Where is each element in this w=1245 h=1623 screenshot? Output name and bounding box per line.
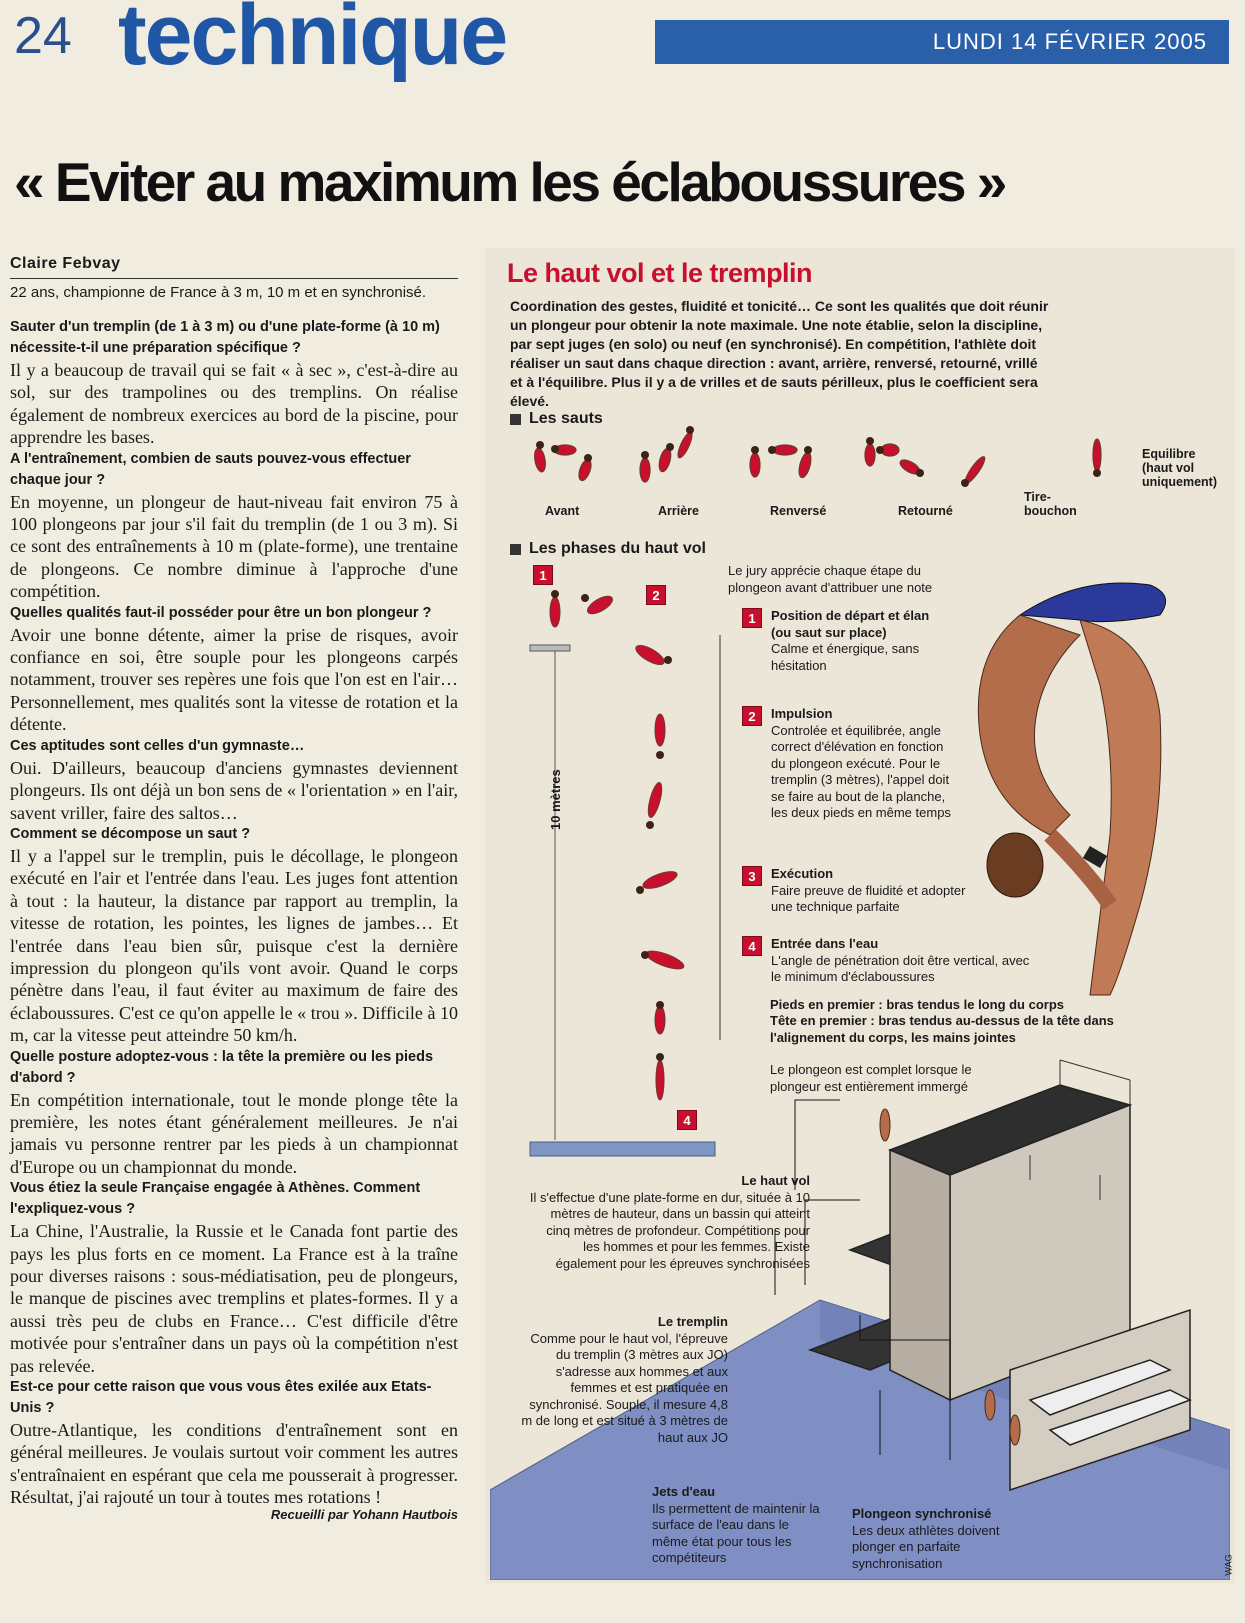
qa-block	[10, 317, 458, 1509]
phase-1	[742, 608, 932, 674]
tremplin-annotation	[520, 1314, 728, 1446]
saut-label-equilibre: Equilibre (haut vol uniquement)	[1142, 447, 1217, 489]
tete-en-premier: Tête en premier : bras tendus au-dessus de la tête dans l'alignement du corps, les mains jointes	[770, 1013, 1114, 1045]
phase-text: L'angle de pénétration doit être vertical, avec le minimum d'éclaboussures	[771, 952, 1030, 984]
phase-number: 2	[742, 706, 762, 726]
square-bullet-icon	[510, 414, 521, 425]
interview-column	[10, 255, 458, 1522]
phases-title: Les phases du haut vol	[529, 540, 706, 557]
question: Sauter d'un tremplin (de 1 à 3 m) ou d'une plate-forme (à 10 m) nécessite-t-il une préparation spécifique ?	[10, 319, 440, 356]
synchro-text: Les deux athlètes doivent plonger en parfaite synchronisation	[852, 1522, 1000, 1571]
tremplin-title: Le tremplin	[657, 1314, 728, 1329]
answer: Il y a beaucoup de travail qui se fait « à sec », c'est-à-dire au sol, sur des trampolines ou des tremplins. On réalise également de nombreux exercices au bord de la piscine, pour apprendre les bases.	[10, 360, 458, 448]
phase-marker-2: 2	[646, 585, 666, 605]
infographic-intro: Coordination des gestes, fluidité et tonicité… Ce sont les qualités que doit réunir un plongeur pour obtenir la note maximale. Une note établie, selon la discipline, par sept juges (en solo) ou neuf (en synchronisé). En compétition, l'athlète doit réaliser un saut dans chaque direction : avant, arrière, renversé, retourné, vrillé et à l'équilibre. Plus il y a de vrilles et de sauts périlleux, plus le coefficient sera élevé.	[510, 298, 1049, 409]
author-name: Claire Febvay	[10, 255, 458, 279]
phase-number: 3	[742, 866, 762, 886]
answer: En moyenne, un plongeur de haut-niveau fait environ 75 à 100 plongeons par jour s'il fait du tremplin (de 1 ou 3 m). Si ce sont des entraînements à 10 m (plate-forme), une trentaine de plongeons. Ce nombre diminue à l'approche d'une compétition.	[10, 491, 458, 602]
haut-vol-title: Le haut vol	[741, 1173, 810, 1188]
question: A l'entraînement, combien de sauts pouvez-vous effectuer chaque jour ?	[10, 450, 411, 488]
diver-illustration	[960, 575, 1210, 1015]
sauts-illustration	[500, 425, 1230, 525]
saut-label-renverse: Renversé	[770, 504, 827, 518]
saut-label-tire-bouchon: Tire-bouchon	[1024, 490, 1077, 518]
phase-title: Impulsion	[771, 706, 833, 721]
question: Vous étiez la seule Française engagée à Athènes. Comment l'expliquez-vous ?	[10, 1180, 421, 1218]
tremplin-text: Comme pour le haut vol, l'épreuve du tremplin (3 mètres aux JO) s'adresse aux hommes et aux femmes et est pratiquée en synchronisé. Souple, il mesure 4,8 m de long et est situé à 3 mètres de haut aux JO	[521, 1330, 728, 1445]
saut-label-arriere: Arrière	[658, 504, 699, 518]
saut-label-retourne: Retourné	[898, 504, 953, 518]
phase-title: Position de départ et élan (ou saut sur place)	[771, 608, 930, 640]
date-bar	[655, 20, 1229, 64]
pieds-en-premier: Pieds en premier : bras tendus le long du corps	[770, 997, 1065, 1012]
phase-text: Calme et énergique, sans hésitation	[771, 641, 920, 673]
saut-label-avant: Avant	[545, 504, 580, 518]
phase-number: 1	[742, 608, 762, 628]
phases-heading	[510, 540, 706, 558]
height-label: 10 mètres	[548, 769, 563, 830]
sauts-title: Les sauts	[529, 410, 603, 427]
headline: « Eviter au maximum les éclaboussures »	[14, 151, 1005, 213]
phase-text: Faire preuve de fluidité et adopter une technique parfaite	[771, 882, 966, 914]
phase-text: Controlée et équilibrée, angle correct d'élévation en fonction du plongeon exécuté. Pour le tremplin (3 mètres), l'appel doit se faire au bout de la planche, les deux pieds en même temps	[771, 722, 951, 820]
haut-vol-text: Il s'effectue d'une plate-forme en dur, située à 10 mètres de hauteur, dans un bassin qui atteint cinq mètres de profondeur. Compétitions pour les hommes et pour les femmes. Existe également pour les épreuves synchronisées	[529, 1189, 810, 1271]
question: Est-ce pour cette raison que vous vous êtes exilée aux Etats-Unis ?	[10, 1379, 432, 1417]
page-number: 24	[14, 7, 72, 65]
question: Ces aptitudes sont celles d'un gymnaste…	[10, 737, 305, 754]
annotation-lines	[740, 1060, 1160, 1540]
author-description: 22 ans, championne de France à 3 m, 10 m et en synchronisé.	[10, 284, 427, 301]
section-title: technique	[118, 0, 507, 83]
phase-marker-4: 4	[677, 1110, 697, 1130]
square-bullet-icon	[510, 544, 521, 555]
answer: Outre-Atlantique, les conditions d'entraînement sont en général meilleures. Je voulais surtout voir comment les autres s'entraînaient en espérant que cela me pousserait à progresser. Résultat, j'ai rajouté un tour à toutes mes rotations !	[10, 1420, 458, 1508]
phase-3	[742, 866, 972, 916]
answer: En compétition internationale, tout le monde plonge tête la première, les notes étant généralement meilleures. Je n'ai jamais vu personne rentrer par les pieds à un championnat d'Europe ou un championnat du monde.	[10, 1089, 458, 1177]
question: Quelles qualités faut-il posséder pour être un bon plongeur ?	[10, 604, 432, 621]
phase-title: Exécution	[771, 866, 834, 881]
phase-2	[742, 706, 952, 822]
answer: Avoir une bonne détente, aimer la prise de risques, avoir confiance en soi, être souple pour les plongeons carpés notamment, trouver ses repères une fois que l'on est en l'air… Personnellement, mes qualités sont la vitesse de rotation et la détente.	[10, 624, 458, 735]
answer: La Chine, l'Australie, la Russie et le Canada font partie des pays les plus forts en ce moment. La France est à la traîne pour diverses raisons : sous-médiatisation, peu de plongeurs, le manque de piscines avec tremplins et plates-formes. Il y a aussi très peu de clubs en France… C'est difficile d'être motivée pour s'entraîner dans un pays où la compétition n'est pas relevée.	[10, 1221, 458, 1376]
answer: Il y a l'appel sur le tremplin, puis le décollage, le plongeon exécuté en l'air et l'entrée dans l'eau. Les juges font attention à tout : la hauteur, la distance par rapport au tremplin, la vitesse de rotation, les pointes, les lignes de jambes… Et l'entrée dans l'eau bien sûr, puisque c'est la dernière impression du plongeon qu'ils vont avoir. Quand le corps pénètre dans l'eau, il faut éviter au maximum de faire des éclaboussures. C'est ce qu'on appelle le « trou ». Difficile à 10 m, car la vitesse peut atteindre 50 km/h.	[10, 845, 458, 1046]
question: Comment se décompose un saut ?	[10, 825, 251, 842]
synchro-annotation	[852, 1506, 1032, 1572]
jury-note: Le jury apprécie chaque étape du plongeon avant d'attribuer une note	[728, 563, 933, 595]
interview-credit: Recueilli par Yohann Hautbois	[270, 1506, 458, 1522]
jets-title: Jets d'eau	[652, 1484, 716, 1499]
answer: Oui. D'ailleurs, beaucoup d'anciens gymnastes deviennent plongeurs. Ils ont déjà un bon sens de « l'orientation » en l'air, savent vriller, faire des saltos…	[10, 757, 458, 823]
phase-number: 4	[742, 936, 762, 956]
synchro-title: Plongeon synchronisé	[852, 1506, 992, 1521]
illustration-credit: WAG	[1223, 1554, 1234, 1576]
plongeon-complet: Le plongeon est complet lorsque le plongeur est entièrement immergé	[770, 1062, 972, 1094]
infographic-title: Le haut vol et le tremplin	[507, 258, 813, 288]
jets-annotation	[652, 1484, 827, 1567]
question: Quelle posture adoptez-vous : la tête la première ou les pieds d'abord ?	[10, 1048, 434, 1086]
haut-vol-annotation	[528, 1173, 810, 1272]
jets-text: Ils permettent de maintenir la surface de l'eau dans le même état pour tous les compétiteurs	[652, 1500, 820, 1565]
phase-title: Entrée dans l'eau	[771, 936, 879, 951]
phase-marker-1: 1	[533, 565, 553, 585]
issue-date: LUNDI 14 FÉVRIER 2005	[932, 29, 1207, 54]
